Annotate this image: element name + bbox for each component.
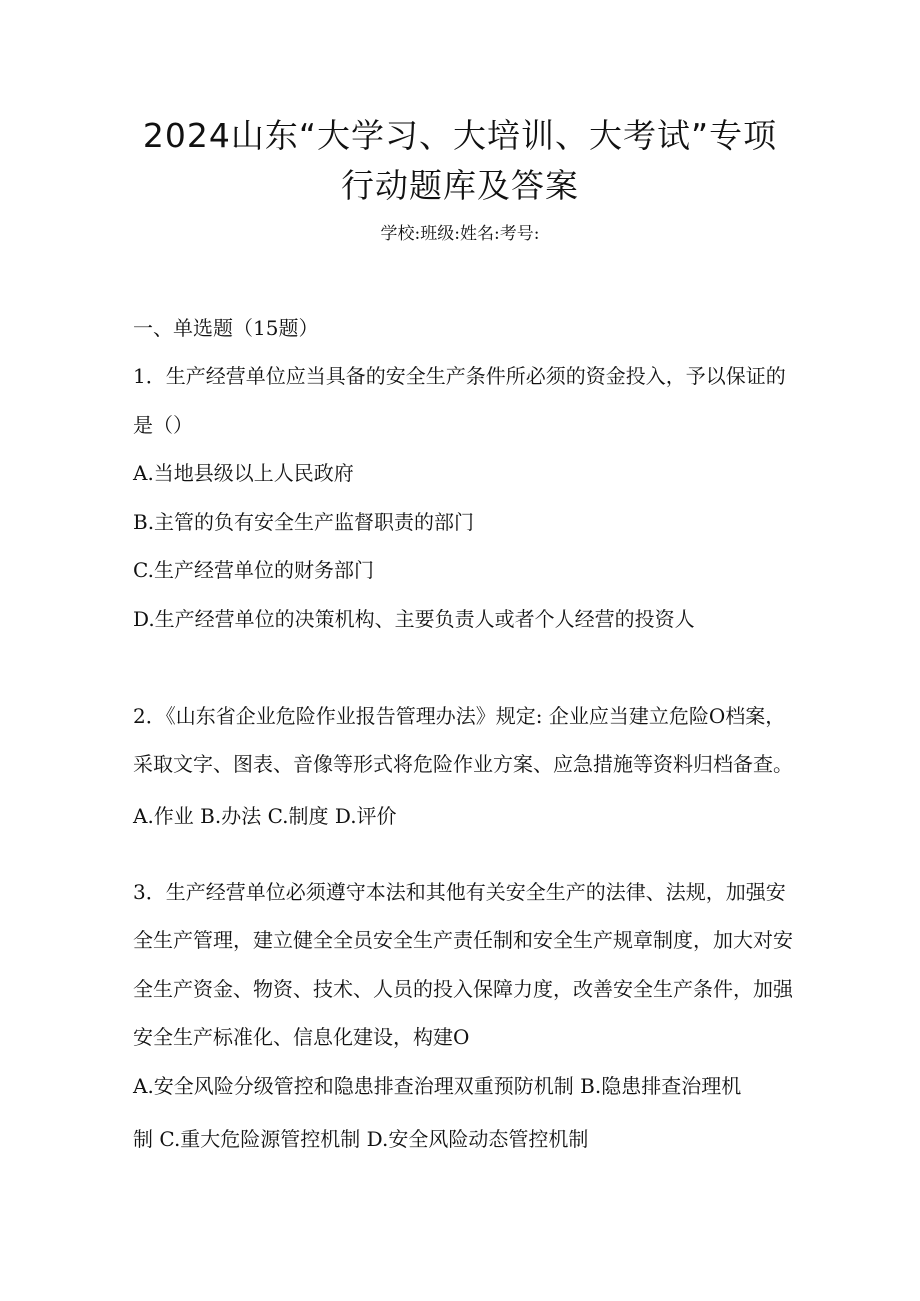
q1-option-b: B.主管的负有安全生产监督职责的部门	[133, 510, 475, 534]
q3-options-line-1: A.安全风险分级管控和隐患排查治理双重预防机制 B.隐患排查治理机	[133, 1074, 742, 1098]
q2-stem-line-1: 2．《山东省企业危险作业报告管理办法》规定: 企业应当建立危险O档案，	[133, 704, 786, 728]
exam-info-fields: 学校:班级:姓名:考号:	[380, 224, 540, 244]
document-title-line-2: 行动题库及答案	[341, 166, 579, 205]
document-title-line-1: 2024山东“大学习、大培训、大考试”专项	[142, 116, 778, 155]
q3-stem-line-4: 安全生产标准化、信息化建设，构建O	[133, 1025, 470, 1049]
q2-options: A.作业 B.办法 C.制度 D.评价	[133, 804, 397, 828]
q3-stem-line-2: 全生产管理，建立健全全员安全生产责任制和安全生产规章制度，加大对安	[133, 928, 793, 952]
q1-stem-line-1: 1．生产经营单位应当具备的安全生产条件所必须的资金投入，予以保证的	[133, 364, 786, 388]
q1-option-d: D.生产经营单位的决策机构、主要负责人或者个人经营的投资人	[133, 607, 695, 631]
q3-stem-line-1: 3．生产经营单位必须遵守本法和其他有关安全生产的法律、法规，加强安	[133, 880, 786, 904]
q1-option-a: A.当地县级以上人民政府	[133, 461, 354, 485]
q3-stem-line-3: 全生产资金、物资、技术、人员的投入保障力度，改善安全生产条件，加强	[133, 977, 793, 1001]
q1-stem-line-2: 是（）	[133, 413, 193, 437]
q2-stem-line-2: 采取文字、图表、音像等形式将危险作业方案、应急措施等资料归档备查。	[133, 752, 793, 776]
section-heading: 一、单选题（15题）	[133, 316, 319, 340]
q3-options-line-2: 制 C.重大危险源管控机制 D.安全风险动态管控机制	[133, 1127, 589, 1151]
q1-option-c: C.生产经营单位的财务部门	[133, 558, 374, 582]
